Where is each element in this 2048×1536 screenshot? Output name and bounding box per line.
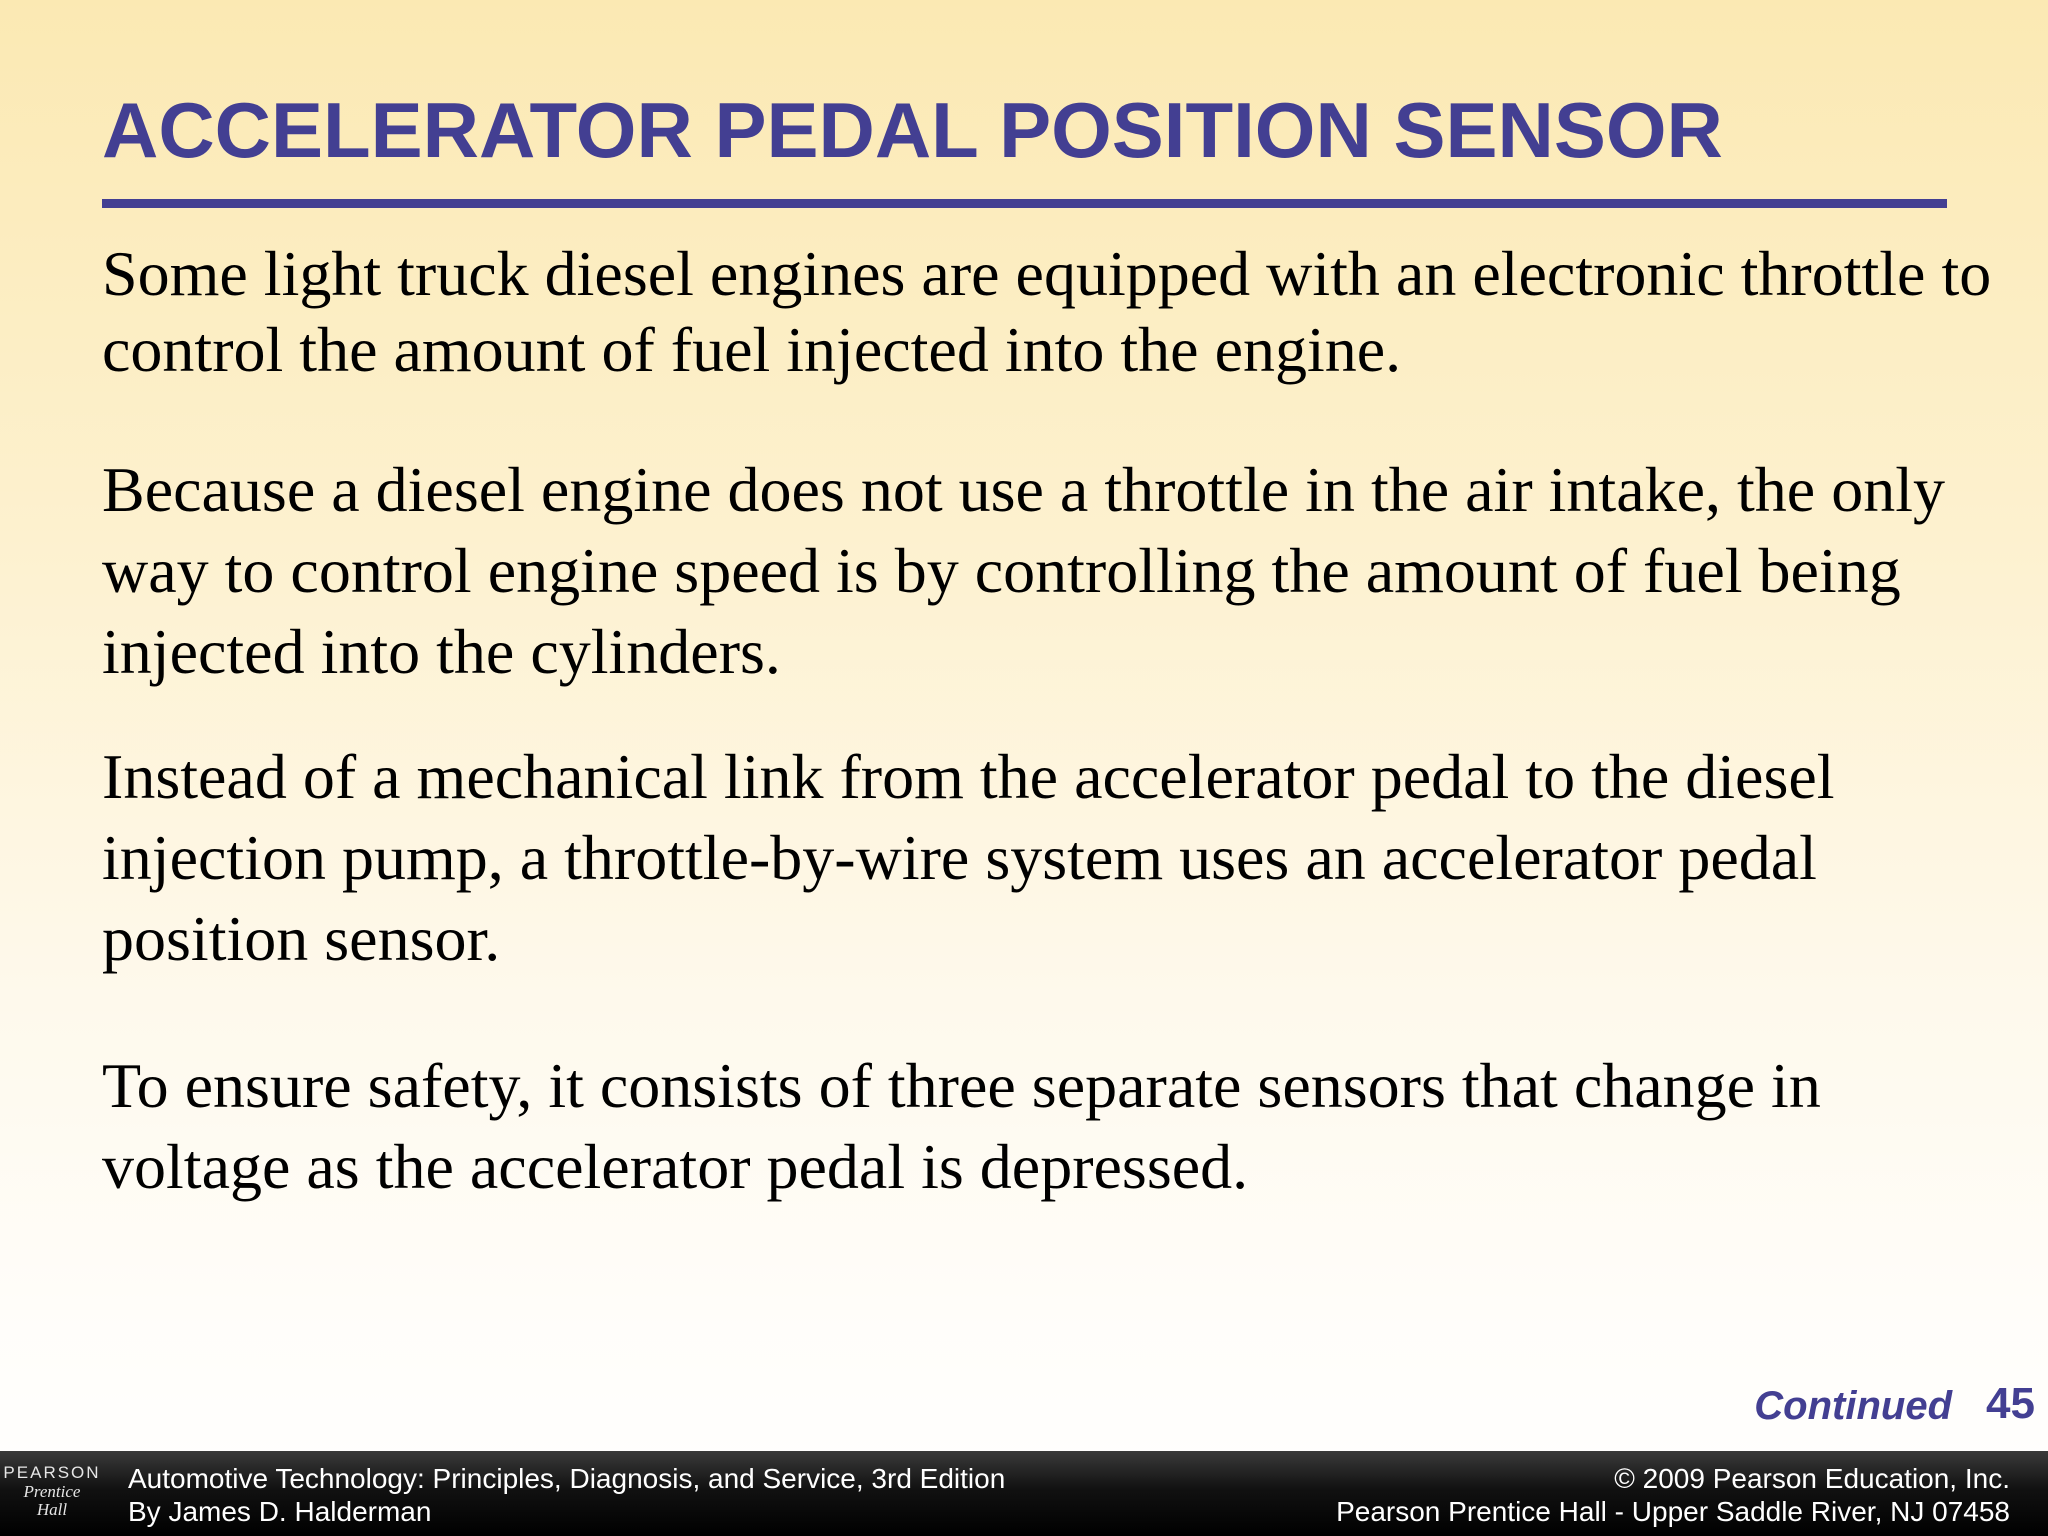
footer-publisher: Pearson Prentice Hall - Upper Saddle River, NJ 07458 bbox=[1336, 1496, 2010, 1527]
body-paragraph-2: Because a diesel engine does not use a throttle in the air intake, the only way to control engine speed is by controlling the amount of fuel being injected into the cylinders. bbox=[102, 454, 1945, 687]
body-paragraph-1: Some light truck diesel engines are equipped with an electronic throttle to control the amount of fuel injected into the engine. bbox=[102, 238, 1992, 385]
body-paragraph-3: Instead of a mechanical link from the accelerator pedal to the diesel injection pump, a throttle-by-wire system uses an accelerator pedal position sensor. bbox=[102, 741, 1835, 974]
body-paragraph-4: To ensure safety, it consists of three separate sensors that change in voltage as the accelerator pedal is depressed. bbox=[102, 1050, 1821, 1202]
logo-prentice-text: Prentice bbox=[23, 1482, 81, 1501]
slide-title: ACCELERATOR PEDAL POSITION SENSOR bbox=[102, 86, 1723, 174]
footer-copyright: © 2009 Pearson Education, Inc. bbox=[1614, 1463, 2010, 1494]
footer-author: By James D. Halderman bbox=[128, 1496, 432, 1527]
title-underline bbox=[102, 199, 1947, 208]
logo-hall-text: Hall bbox=[36, 1500, 68, 1519]
footer-bar bbox=[0, 1451, 2048, 1536]
logo-pearson-text: PEARSON bbox=[3, 1463, 101, 1482]
pearson-prentice-hall-logo bbox=[0, 1451, 104, 1536]
footer-book-title: Automotive Technology: Principles, Diagnosis, and Service, 3rd Edition bbox=[128, 1463, 1006, 1494]
page-number: 45 bbox=[1986, 1379, 2035, 1428]
continued-label: Continued bbox=[1754, 1384, 1952, 1428]
